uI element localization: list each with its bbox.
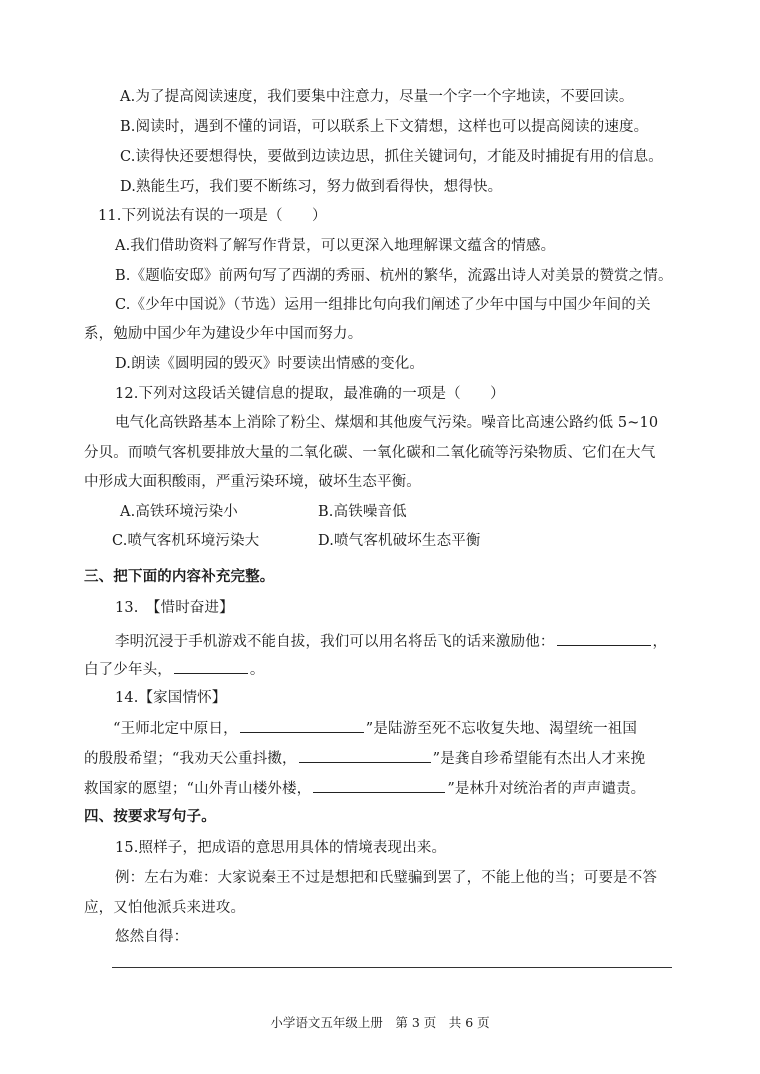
page-footer: 小学语文五年级上册 第 3 页 共 6 页 [270,1015,490,1030]
q12-option-c: C.喷气客机环境污染大 [112,533,260,549]
q14-blank3[interactable] [313,778,445,793]
q11-option-a: A.我们借助资料了解写作背景，可以更深入地理解课文蕴含的情感。 [115,238,556,254]
q14-l3-end: ”是林升对统治者的声声谴责。 [447,781,646,797]
q11-option-c-line1: C.《少年中国说》（节选）运用一组排比句向我们阐述了少年中国与中国少年间的关 [115,297,651,313]
q14-blank1[interactable] [240,718,364,733]
q14-line3 [84,778,645,799]
q11-option-c-line2: 系，勉励中国少年为建设少年中国而努力。 [84,326,363,342]
q13-blank1[interactable] [557,631,651,646]
q13-text2-start: 白了少年头， [84,662,172,678]
q13-text2-end: 。 [249,662,265,678]
q12-option-d: D.喷气客机破坏生态平衡 [318,533,481,549]
q12-option-b: B.高铁噪音低 [318,504,407,520]
q10-option-a: A.为了提高阅读速度，我们要集中注意力，尽量一个字一个字地读，不要回读。 [120,89,634,105]
q10-option-d: D.熟能生巧，我们要不断练习，努力做到看得快，想得快。 [120,179,503,195]
q12-passage-line2: 分贝。而喷气客机要排放大量的二氧化碳、一氧化碳和二氧化硫等污染物质、它们在大气 [84,445,656,461]
answer-line[interactable] [112,967,672,968]
q12-passage-line1: 电气化高铁路基本上消除了粉尘、煤烟和其他废气污染。噪音比高速公路约低 5~10 [115,415,659,431]
q15-example-line1: 例：左右为难：大家说秦王不过是想把和氏璧骗到罢了，不能上他的当；可要是不答 [115,870,658,886]
q12-option-a: A.高铁环境污染小 [120,504,238,520]
q14-blank2[interactable] [299,748,431,763]
q14-label: 14.【家国情怀】 [115,690,227,706]
q13-text1-end: ， [652,634,668,650]
q13-line2 [84,659,265,680]
q14-line1 [113,718,637,739]
q15-example-line2: 应，又怕他派兵来进攻。 [84,900,246,916]
section3-title: 三、把下面的内容补充完整。 [84,568,275,585]
q14-l3-start: 救国家的愿望；“山外青山楼外楼， [84,781,312,797]
q15-prompt: 悠然自得： [115,929,189,945]
q11-stem: 11.下列说法有误的一项是（ ） [98,208,327,224]
q13-line1 [115,631,667,652]
q14-l1-start: “王师北定中原日， [113,721,238,737]
q14-l2-end: ”是龚自珍希望能有杰出人才来挽 [432,751,646,767]
q13-text1: 李明沉浸于手机游戏不能自拔，我们可以用名将岳飞的话来激励他： [115,634,555,650]
q14-l2-start: 的殷殷希望；“我劝天公重抖擞， [84,751,297,767]
q12-passage-line3: 中形成大面积酸雨，严重污染环境，破坏生态平衡。 [84,474,421,490]
q10-option-b: B.阅读时，遇到不懂的词语，可以联系上下文猜想，这样也可以提高阅读的速度。 [120,119,649,135]
q10-option-c: C.读得快还要想得快，要做到边读边思，抓住关键词句，才能及时捕捉有用的信息。 [120,149,663,165]
q12-stem: 12.下列对这段话关键信息的提取，最准确的一项是（ ） [115,386,505,402]
q14-l1-end: ”是陆游至死不忘收复失地、渴望统一祖国 [365,721,638,737]
q11-option-b: B.《题临安邸》前两句写了西湖的秀丽、杭州的繁华，流露出诗人对美景的赞赏之情。 [115,268,673,284]
q13-blank2[interactable] [174,659,248,674]
q14-line2 [84,748,645,769]
q11-option-d: D.朗读《圆明园的毁灭》时要读出情感的变化。 [115,356,425,372]
section4-title: 四、按要求写句子。 [84,808,216,825]
q15-stem: 15.照样子，把成语的意思用具体的情境表现出来。 [115,840,447,856]
q13-label: 13. 【惜时奋进】 [115,600,234,616]
